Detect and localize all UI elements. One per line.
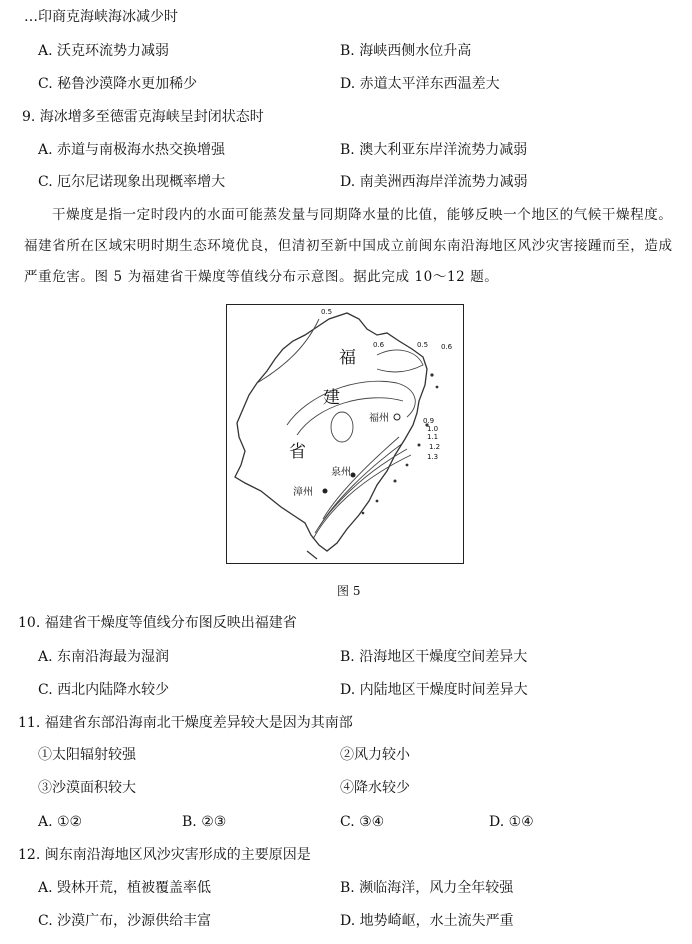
province-char-2: 建 [323, 388, 340, 408]
isoline-label: 0.6 [441, 343, 453, 351]
q10-stem: 10. 福建省干燥度等值线分布图反映出福建省 [18, 615, 297, 631]
fujian-map-figure [226, 304, 464, 564]
q11-item-2: ②风力较小 [340, 747, 410, 763]
isoline-label: 1.0 [427, 425, 439, 433]
q8-option-c: C. 秘鲁沙漠降水更加稀少 [38, 76, 198, 92]
q10-option-b: B. 沿海地区干燥度空间差异大 [340, 649, 528, 665]
isoline-label: 1.2 [429, 443, 441, 451]
isoline-label: 0.9 [423, 417, 435, 425]
q11-option-a: A. ①② [38, 814, 83, 830]
isoline-label: 0.5 [321, 308, 333, 316]
province-char-3: 省 [289, 442, 306, 462]
isoline-label: 1.3 [427, 453, 439, 461]
q9-option-c: C. 厄尔尼诺现象出现概率增大 [38, 174, 226, 190]
fujian-map-svg [227, 305, 462, 562]
q11-item-1: ①太阳辐射较强 [38, 747, 136, 763]
city-label-fuzhou: 福州 [369, 413, 389, 424]
q8-option-b: B. 海峡西侧水位升高 [340, 43, 472, 59]
q9-option-b: B. 澳大利亚东岸洋流势力减弱 [340, 142, 528, 158]
isoline-label: 0.5 [417, 341, 429, 349]
city-label-zhangzhou: 漳州 [293, 487, 313, 498]
q11-option-c: C. ③④ [340, 814, 385, 830]
q10-option-d: D. 内陆地区干燥度时间差异大 [340, 682, 528, 698]
q11-item-4: ④降水较少 [340, 780, 410, 796]
province-outline [235, 313, 427, 551]
q12-option-b: B. 濒临海洋，风力全年较强 [340, 880, 514, 896]
province-char-1: 福 [339, 348, 356, 368]
q11-item-3: ③沙漠面积较大 [38, 780, 136, 796]
isoline-label: 0.6 [373, 341, 385, 349]
q9-stem: 9. 海冰增多至德雷克海峡呈封闭状态时 [22, 109, 264, 125]
figure-caption: 图 5 [337, 584, 361, 598]
q11-option-b: B. ②③ [182, 814, 227, 830]
q10-option-a: A. 东南沿海最为湿润 [38, 649, 170, 665]
isoline-label: 1.1 [427, 433, 439, 441]
q12-option-d: D. 地势崎岖，水土流失严重 [340, 913, 514, 929]
q9-option-a: A. 赤道与南极海水热交换增强 [38, 142, 226, 158]
q11-option-d: D. ①④ [489, 814, 534, 830]
q12-option-c: C. 沙漠广布，沙源供给丰富 [38, 913, 212, 929]
q11-stem: 11. 福建省东部沿海南北干燥度差异较大是因为其南部 [18, 715, 353, 731]
city-label-quanzhou: 泉州 [331, 467, 351, 478]
q10-option-c: C. 西北内陆降水较少 [38, 682, 170, 698]
q9-option-d: D. 南美洲西海岸洋流势力减弱 [340, 174, 528, 190]
q8-option-d: D. 赤道太平洋东西温差大 [340, 76, 500, 92]
q12-stem: 12. 闽东南沿海地区风沙灾害形成的主要原因是 [18, 847, 311, 863]
q8-stem: …印商克海峡海冰减少时 [24, 9, 178, 25]
q12-option-a: A. 毁林开荒，植被覆盖率低 [38, 880, 212, 896]
q8-option-a: A. 沃克环流势力减弱 [38, 43, 170, 59]
passage-text: 干燥度是指一定时段内的水面可能蒸发量与同期降水量的比值，能够反映一个地区的气候干燥程度。福建省所在区域宋明时期生态环境优良，但清初至新中国成立前闽东南沿海地区风沙灾害接踵而至，造成严重危害。图 5 为福建省干燥度等值线分布示意图。据此完成 10～12 题。 [24, 207, 673, 285]
